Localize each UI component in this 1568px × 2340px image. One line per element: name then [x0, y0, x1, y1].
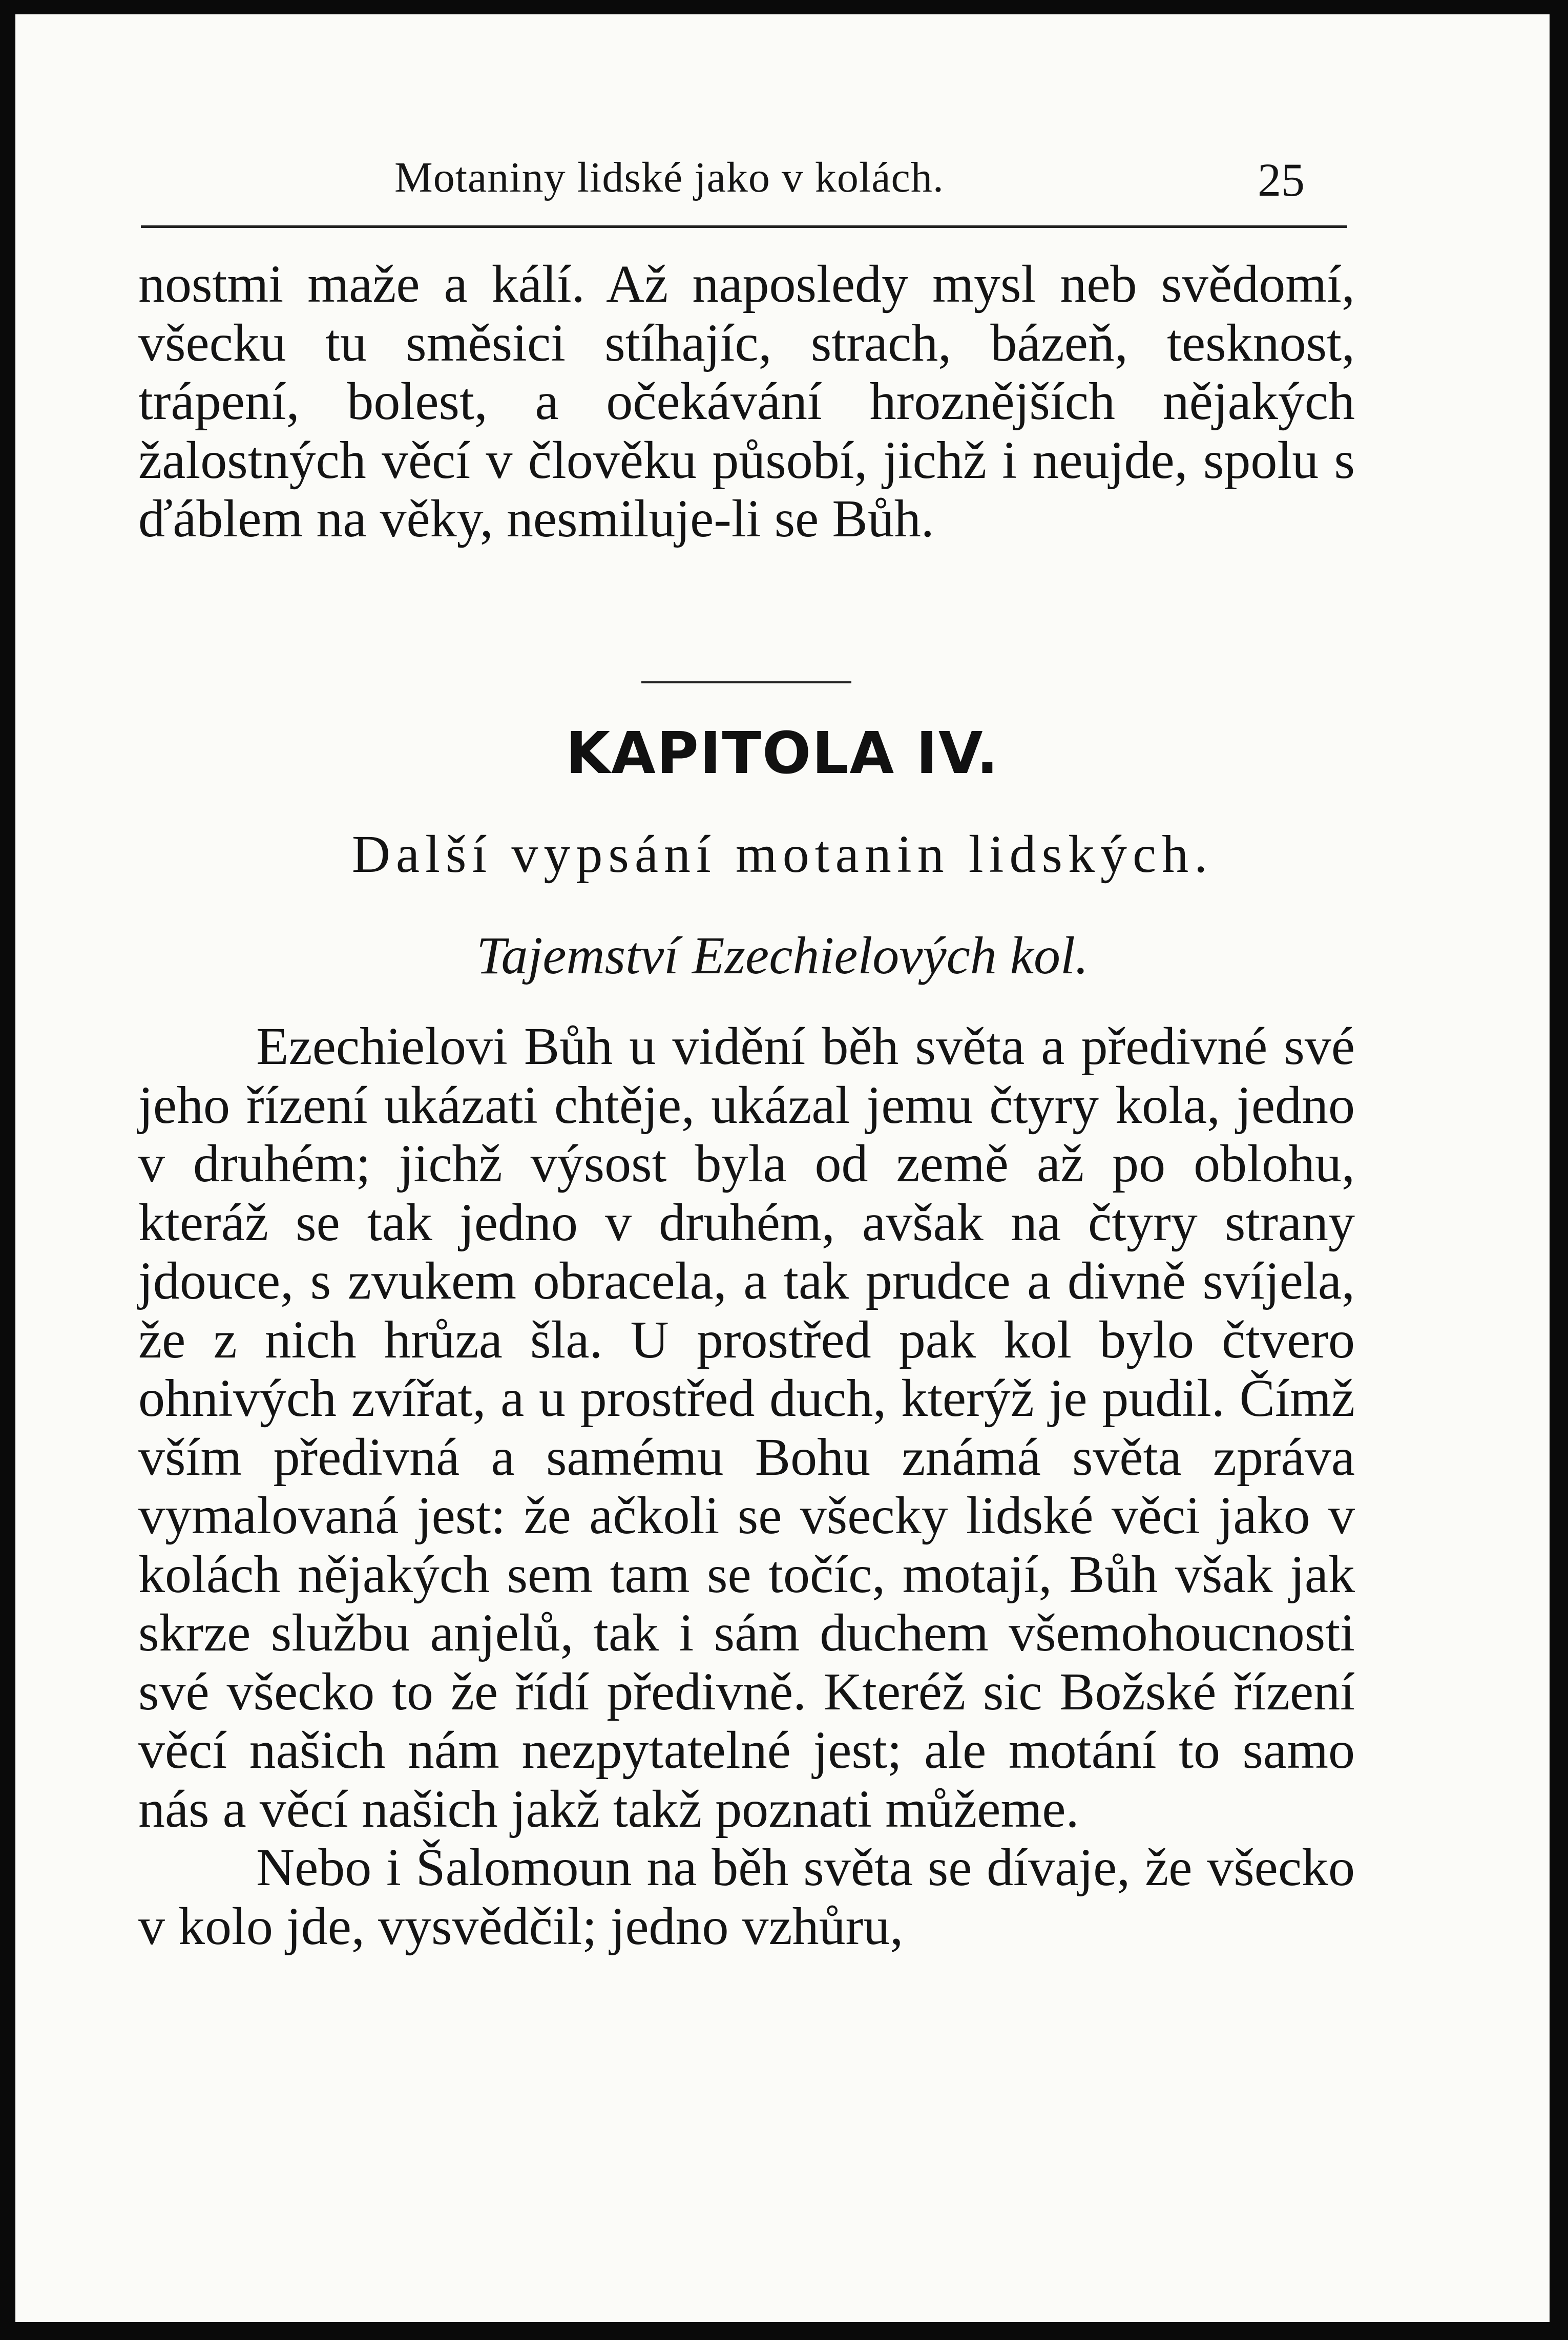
section-divider [641, 681, 851, 683]
body-text [138, 1017, 1355, 1956]
chapter-heading: KAPITOLA IV. [566, 720, 999, 787]
page-header [15, 14, 1550, 235]
paragraph: Ezechielovi Bůh u vidění běh světa a předivné své jeho řízení ukázati chtěje, ukázal jemu čtyry kola, jedno v druhém; jichž výsost byla od země až po oblohu, kteráž se tak jedno v druhém, avšak na čtyry strany jdouce, s zvukem obracela, a tak prudce a divně svíjela, že z nich hrůza šla. U prostřed pak kol bylo čtvero ohnivých zvířat, a u prostřed duch, kterýž je pudil. Čímž vším předivná a samému Bohu známá světa zpráva vymalovaná jest: že ačkoli se všecky lidské věci jako v kolách nějakých sem tam se točíc, motají, Bůh však jak skrze službu anjelů, tak i sám duchem všemohoucnosti své všecko to že řídí předivně. Kteréž sic Božské řízení věcí našich nám nezpytatelné jest; ale motání to samo nás a věcí našich jakž takž poznati můžeme. [138, 1017, 1355, 1838]
running-title: Motaniny lidské jako v kolách. [394, 154, 944, 201]
paragraph: nostmi maže a kálí. Až naposledy mysl neb svědomí, všecku tu směsici stíhajíc, strach, bázeň, tesknost, trápení, bolest, a očekávání hroznějších nějakých žalostných věcí v člověku působí, jichž i neujde, spolu s ďáblem na věky, nesmiluje-li se Bůh. [138, 255, 1355, 548]
paragraph: Nebo i Šalomoun na běh světa se dívaje, že všecko v kolo jde, vysvědčil; jedno vzhůru, [138, 1838, 1355, 1956]
chapter-title: Další vypsání motanin lidských. [351, 825, 1214, 884]
header-rule [141, 225, 1347, 228]
section-subtitle: Tajemství Ezechielových kol. [476, 926, 1089, 985]
page-number: 25 [1258, 154, 1305, 206]
book-page [15, 14, 1550, 2322]
lead-paragraph [138, 255, 1355, 549]
